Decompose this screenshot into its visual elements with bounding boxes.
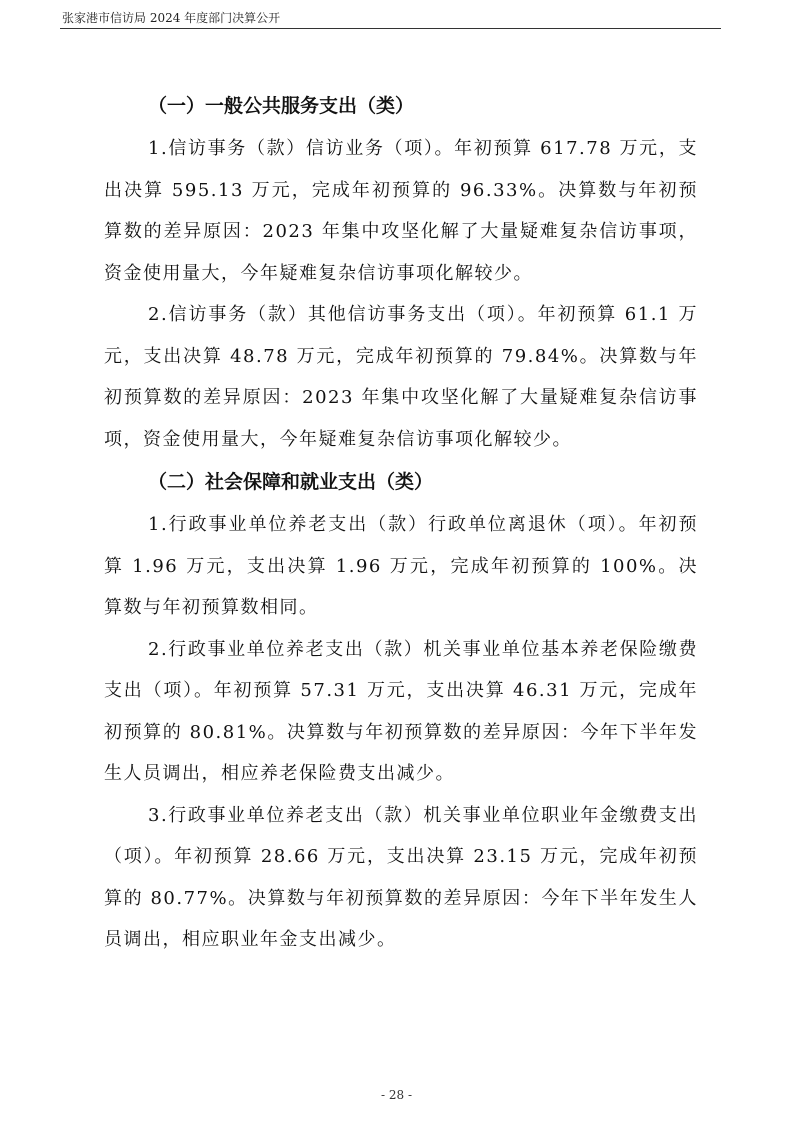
- paragraph-petition-business: 1.信访事务（款）信访业务（项）。年初预算 617.78 万元，支出决算 595.13 万元，完成年初预算的 96.33%。决算数与年初预算数的差异原因：2023 年集中攻坚化解了大量疑难复杂信访事项，资金使用量大，今年疑难复杂信访事项化解较少。: [104, 138, 698, 284]
- paragraph-retirement: 1.行政事业单位养老支出（款）行政单位离退休（项）。年初预算 1.96 万元，支出决算 1.96 万元，完成年初预算的 100%。决算数与年初预算数相同。: [104, 514, 698, 618]
- page-header-title: 张家港市信访局 2024 年度部门决算公开: [62, 11, 281, 25]
- header-divider: [60, 28, 721, 29]
- section-heading-social-security: （二）社会保障和就业支出（类）: [148, 471, 434, 493]
- paragraph-other-petition-expenses: 2.信访事务（款）其他信访事务支出（项）。年初预算 61.1 万元，支出决算 48.78 万元，完成年初预算的 79.84%。决算数与年初预算数的差异原因：2023 年集中攻坚化解了大量疑难复杂信访事项，资金使用量大，今年疑难复杂信访事项化解较少。: [104, 304, 698, 450]
- paragraph-basic-pension-insurance: 2.行政事业单位养老支出（款）机关事业单位基本养老保险缴费支出（项）。年初预算 57.31 万元，支出决算 46.31 万元，完成年初预算的 80.81%。决算数与年初预算数的差异原因：今年下半年发生人员调出，相应养老保险费支出减少。: [104, 638, 698, 784]
- page-number: - 28 -: [380, 1088, 412, 1102]
- paragraph-occupational-annuity: 3.行政事业单位养老支出（款）机关事业单位职业年金缴费支出（项）。年初预算 28.66 万元，支出决算 23.15 万元，完成年初预算的 80.77%。决算数与年初预算数的差异原因：今年下半年发生人员调出，相应职业年金支出减少。: [104, 804, 698, 950]
- section-heading-general-public-services: （一）一般公共服务支出（类）: [148, 95, 415, 117]
- document-body: [104, 84, 698, 961]
